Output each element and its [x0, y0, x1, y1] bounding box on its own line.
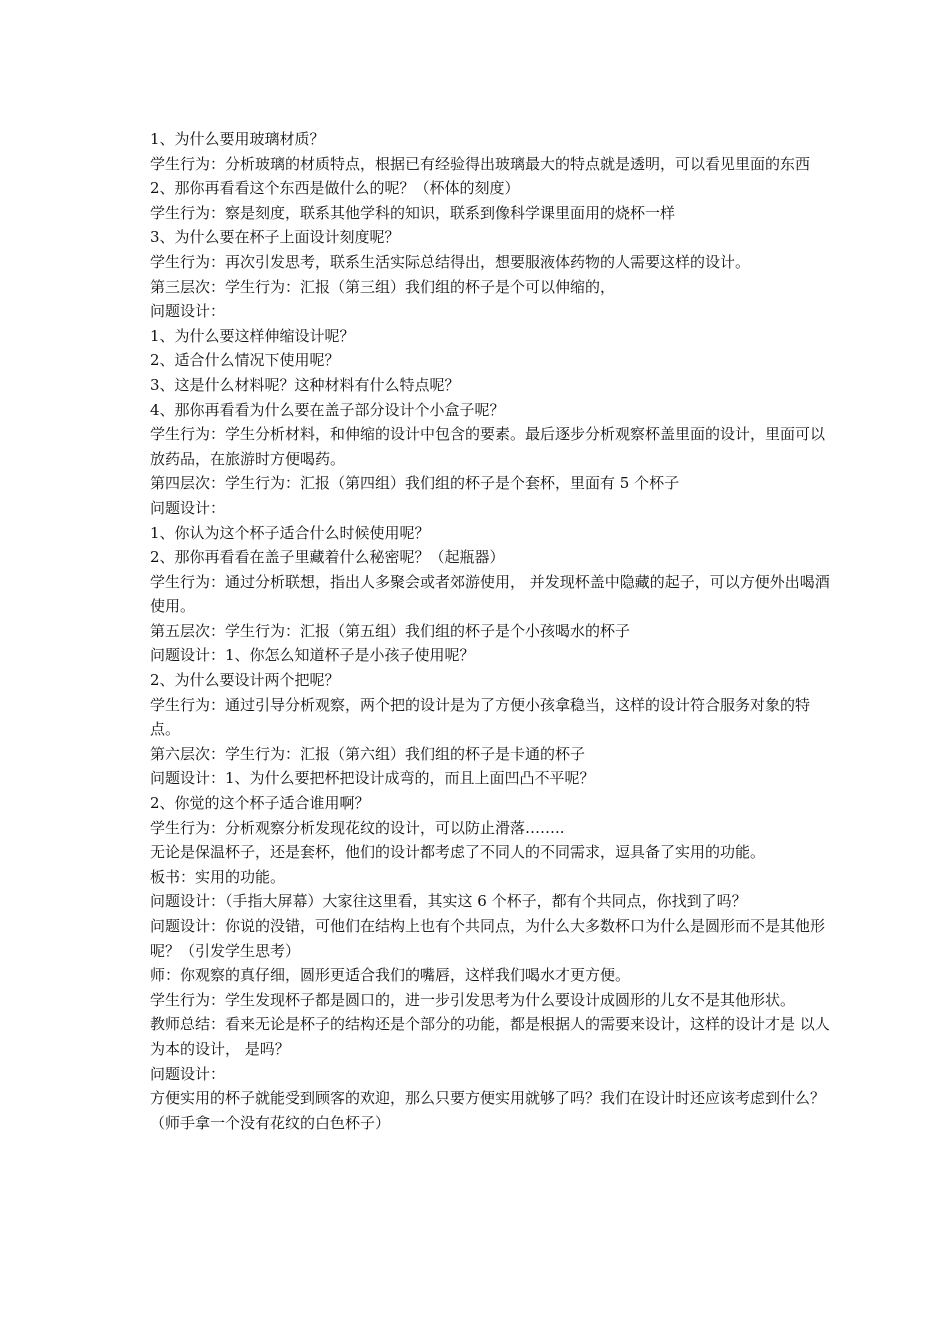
paragraph: 教师总结：看来无论是杯子的结构还是个部分的功能，都是根据人的需要来设计，这样的设计才是 以人为本的设计， 是吗？ — [150, 1015, 830, 1058]
paragraph: 1、为什么要这样伸缩设计呢？ — [150, 326, 355, 345]
paragraph: 学生行为：察是刻度，联系其他学科的知识，联系到像科学课里面用的烧杯一样 — [150, 203, 676, 222]
paragraph: 无论是保温杯子，还是套杯，他们的设计都考虑了不同人的不同需求，逗具备了实用的功能。 — [150, 843, 766, 862]
paragraph: 问题设计：1、你怎么知道杯子是小孩子使用呢？ — [150, 646, 475, 665]
paragraph: 方便实用的杯子就能受到顾客的欢迎，那么只要方便实用就够了吗？我们在设计时还应该考虑到什么？ （师手拿一个没有花纹的白色杯子） — [150, 1089, 826, 1132]
paragraph: 第五层次：学生行为：汇报（第五组）我们组的杯子是个小孩喝水的杯子 — [150, 621, 631, 640]
paragraph: 1、你认为这个杯子适合什么时候使用呢？ — [150, 523, 430, 542]
paragraph: 3、为什么要在杯子上面设计刻度呢？ — [150, 228, 400, 247]
paragraph: 学生行为：通过引导分析观察，两个把的设计是为了方便小孩拿稳当，这样的设计符合服务对象的特点。 — [150, 695, 811, 739]
paragraph: 学生行为：分析玻璃的材质特点，根据已有经验得出玻璃最大的特点就是透明，可以看见里面的东西 — [150, 154, 811, 173]
paragraph: 问题设计： — [150, 302, 226, 321]
paragraph: 问题设计：（手指大屏幕）大家往这里看，其实这 6 个杯子，都有个共同点，你找到了吗？ — [150, 892, 747, 911]
paragraph: 学生行为：学生分析材料，和伸缩的设计中包含的要素。最后逐步分析观察杯盖里面的设计，里面可以放药品，在旅游时方便喝药。 — [150, 425, 826, 468]
paragraph: 第四层次：学生行为：汇报（第四组）我们组的杯子是个套杯，里面有 5 个杯子 — [150, 474, 680, 493]
paragraph: 1、为什么要用玻璃材质？ — [150, 130, 325, 148]
document-body — [140, 127, 830, 1135]
paragraph: 问题设计：你说的没错，可他们在结构上也有个共同点，为什么大多数杯口为什么是圆形而不是其他形呢？（引发学生思考） — [150, 917, 826, 960]
paragraph: 学生行为：分析观察分析发现花纹的设计，可以防止滑落…….. — [150, 818, 565, 837]
paragraph: 问题设计：1、为什么要把杯把设计成弯的，而且上面凹凸不平呢？ — [150, 769, 595, 788]
paragraph: 问题设计： — [150, 1064, 226, 1083]
paragraph: 2、那你再看看在盖子里藏着什么秘密呢？（起瓶器） — [150, 548, 505, 567]
paragraph: 2、适合什么情况下使用呢？ — [150, 351, 340, 370]
paragraph: 问题设计： — [150, 498, 226, 517]
paragraph: 2、你觉的这个杯子适合谁用啊？ — [150, 794, 370, 813]
paragraph: 第六层次：学生行为：汇报（第六组）我们组的杯子是卡通的杯子 — [150, 744, 586, 763]
paragraph: 2、为什么要设计两个把呢？ — [150, 671, 340, 690]
paragraph: 3、这是什么材料呢？这种材料有什么特点呢？ — [150, 375, 460, 394]
paragraph: 2、那你再看看这个东西是做什么的呢？（杯体的刻度） — [150, 179, 520, 198]
paragraph: 第三层次：学生行为：汇报（第三组）我们组的杯子是个可以伸缩的， — [150, 277, 616, 296]
paragraph: 学生行为：通过分析联想，指出人多聚会或者郊游使用， 并发现杯盖中隐藏的起子，可以方便外出喝酒使用。 — [150, 572, 830, 616]
paragraph: 板书：实用的功能。 — [150, 867, 286, 886]
paragraph: 学生行为：再次引发思考，联系生活实际总结得出，想要服液体药物的人需要这样的设计。 — [150, 252, 751, 271]
paragraph: 4、那你再看看为什么要在盖子部分设计个小盒子呢？ — [150, 400, 505, 419]
paragraph: 学生行为：学生发现杯子都是圆口的，进一步引发思考为什么要设计成圆形的儿女不是其他形状。 — [150, 990, 796, 1009]
paragraph: 师：你观察的真仔细，圆形更适合我们的嘴唇，这样我们喝水才更方便。 — [150, 966, 631, 985]
